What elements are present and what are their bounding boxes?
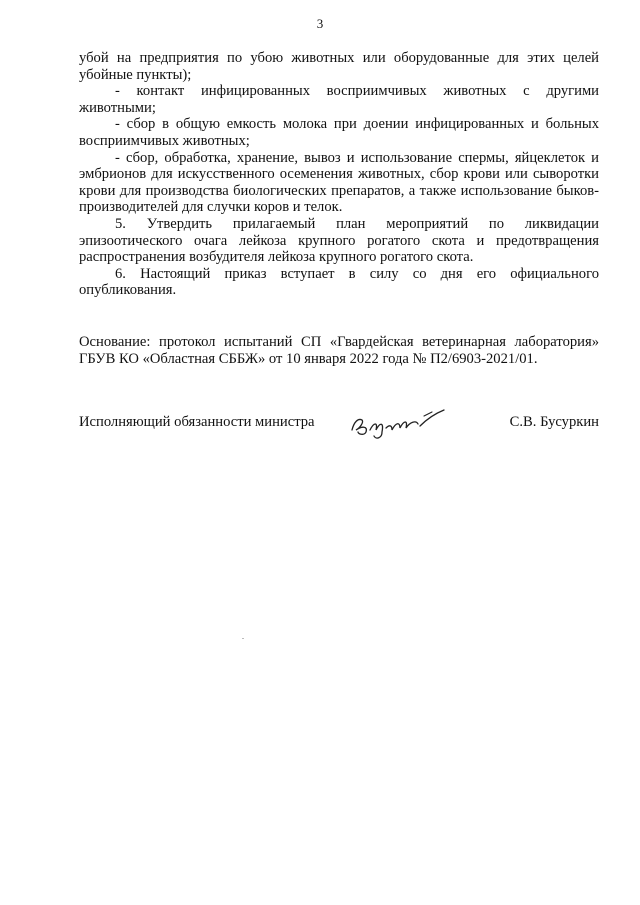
paragraph-sperm: - сбор, обработка, хранение, вывоз и использование спермы, яйцеклеток и эмбрионов для искусственного осеменения животных, сбор крови или сыворотки крови для производства биологических препаратов, а также использование быков-производителей для случки коров и телок. <box>79 149 599 216</box>
basis-note <box>79 334 599 367</box>
paragraph-contact: - контакт инфицированных восприимчивых животных с другими животными; <box>79 83 599 116</box>
paragraph-milk: - сбор в общую емкость молока при доении инфицированных и больных восприимчивых животных; <box>79 116 599 149</box>
page-number: 3 <box>316 16 324 31</box>
paragraph-slaughter: убой на предприятия по убою животных или оборудованные для этих целей убойные пункты); <box>79 50 599 83</box>
signer-name: С.В. Бусуркин <box>509 414 599 430</box>
scan-speck <box>242 638 244 639</box>
handwritten-signature <box>346 404 456 444</box>
order-text <box>79 50 599 299</box>
paragraph-item-5: 5. Утвердить прилагаемый план мероприятий по ликвидации эпизоотического очага лейкоза крупного рогатого скота и предотвращения распространения возбудителя лейкоза крупного рогатого скота. <box>79 215 599 266</box>
basis-text: Основание: протокол испытаний СП «Гвардейская ветеринарная лаборатория» ГБУВ КО «Областная СББЖ» от 10 января 2022 года № П2/6903-2021/01. <box>79 334 599 367</box>
paragraph-item-6: 6. Настоящий приказ вступает в силу со дня его официального опубликования. <box>79 265 599 299</box>
signer-position: Исполняющий обязанности министра <box>79 414 315 430</box>
signature-block <box>79 414 599 444</box>
